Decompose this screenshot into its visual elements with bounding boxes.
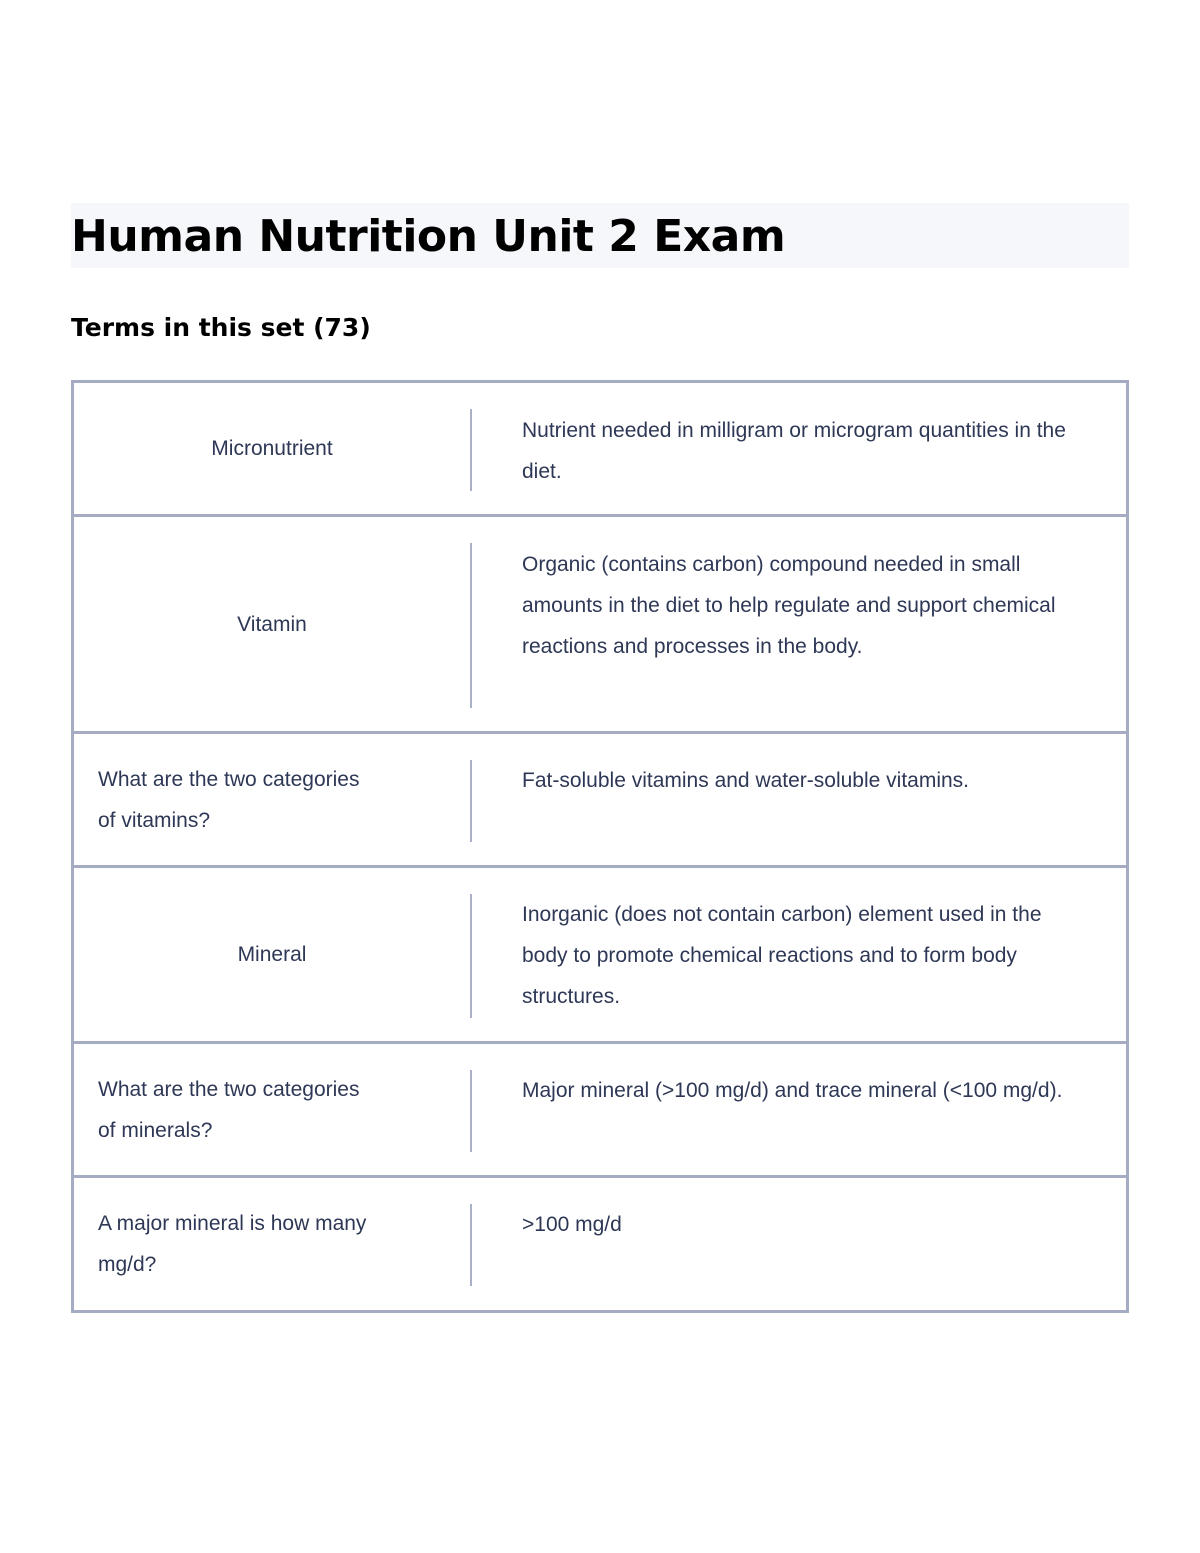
card-divider <box>470 894 472 1018</box>
term-card <box>71 731 1129 868</box>
page-title: Human Nutrition Unit 2 Exam <box>71 211 786 262</box>
card-definition: Organic (contains carbon) compound needed in small amounts in the diet to help regulate and support chemical reactions and processes in the body. <box>522 553 1056 658</box>
card-term: What are the two categories of vitamins? <box>98 767 360 832</box>
terms-count-heading: Terms in this set (73) <box>71 313 371 342</box>
card-definition: Major mineral (>100 mg/d) and trace mineral (<100 mg/d). <box>522 1079 1063 1102</box>
card-term: Mineral <box>237 943 307 966</box>
card-term: What are the two categories of minerals? <box>98 1077 360 1142</box>
card-definition: Inorganic (does not contain carbon) element used in the body to promote chemical reactions and to form body structures. <box>522 903 1042 1008</box>
term-card <box>71 514 1129 734</box>
term-card <box>71 1175 1129 1313</box>
card-term: A major mineral is how many mg/d? <box>98 1212 367 1276</box>
card-divider <box>470 760 472 842</box>
terms-list <box>71 380 1129 1313</box>
card-divider <box>470 543 472 708</box>
card-divider <box>470 409 472 491</box>
term-card <box>71 380 1129 517</box>
card-term: Vitamin <box>237 612 307 636</box>
card-definition: Fat-soluble vitamins and water-soluble vitamins. <box>522 769 970 792</box>
card-term: Micronutrient <box>211 437 333 460</box>
card-definition: >100 mg/d <box>522 1213 622 1236</box>
card-definition: Nutrient needed in milligram or microgram quantities in the diet. <box>522 419 1066 483</box>
term-card <box>71 1041 1129 1178</box>
card-divider <box>470 1204 472 1286</box>
card-divider <box>470 1070 472 1152</box>
term-card <box>71 865 1129 1044</box>
